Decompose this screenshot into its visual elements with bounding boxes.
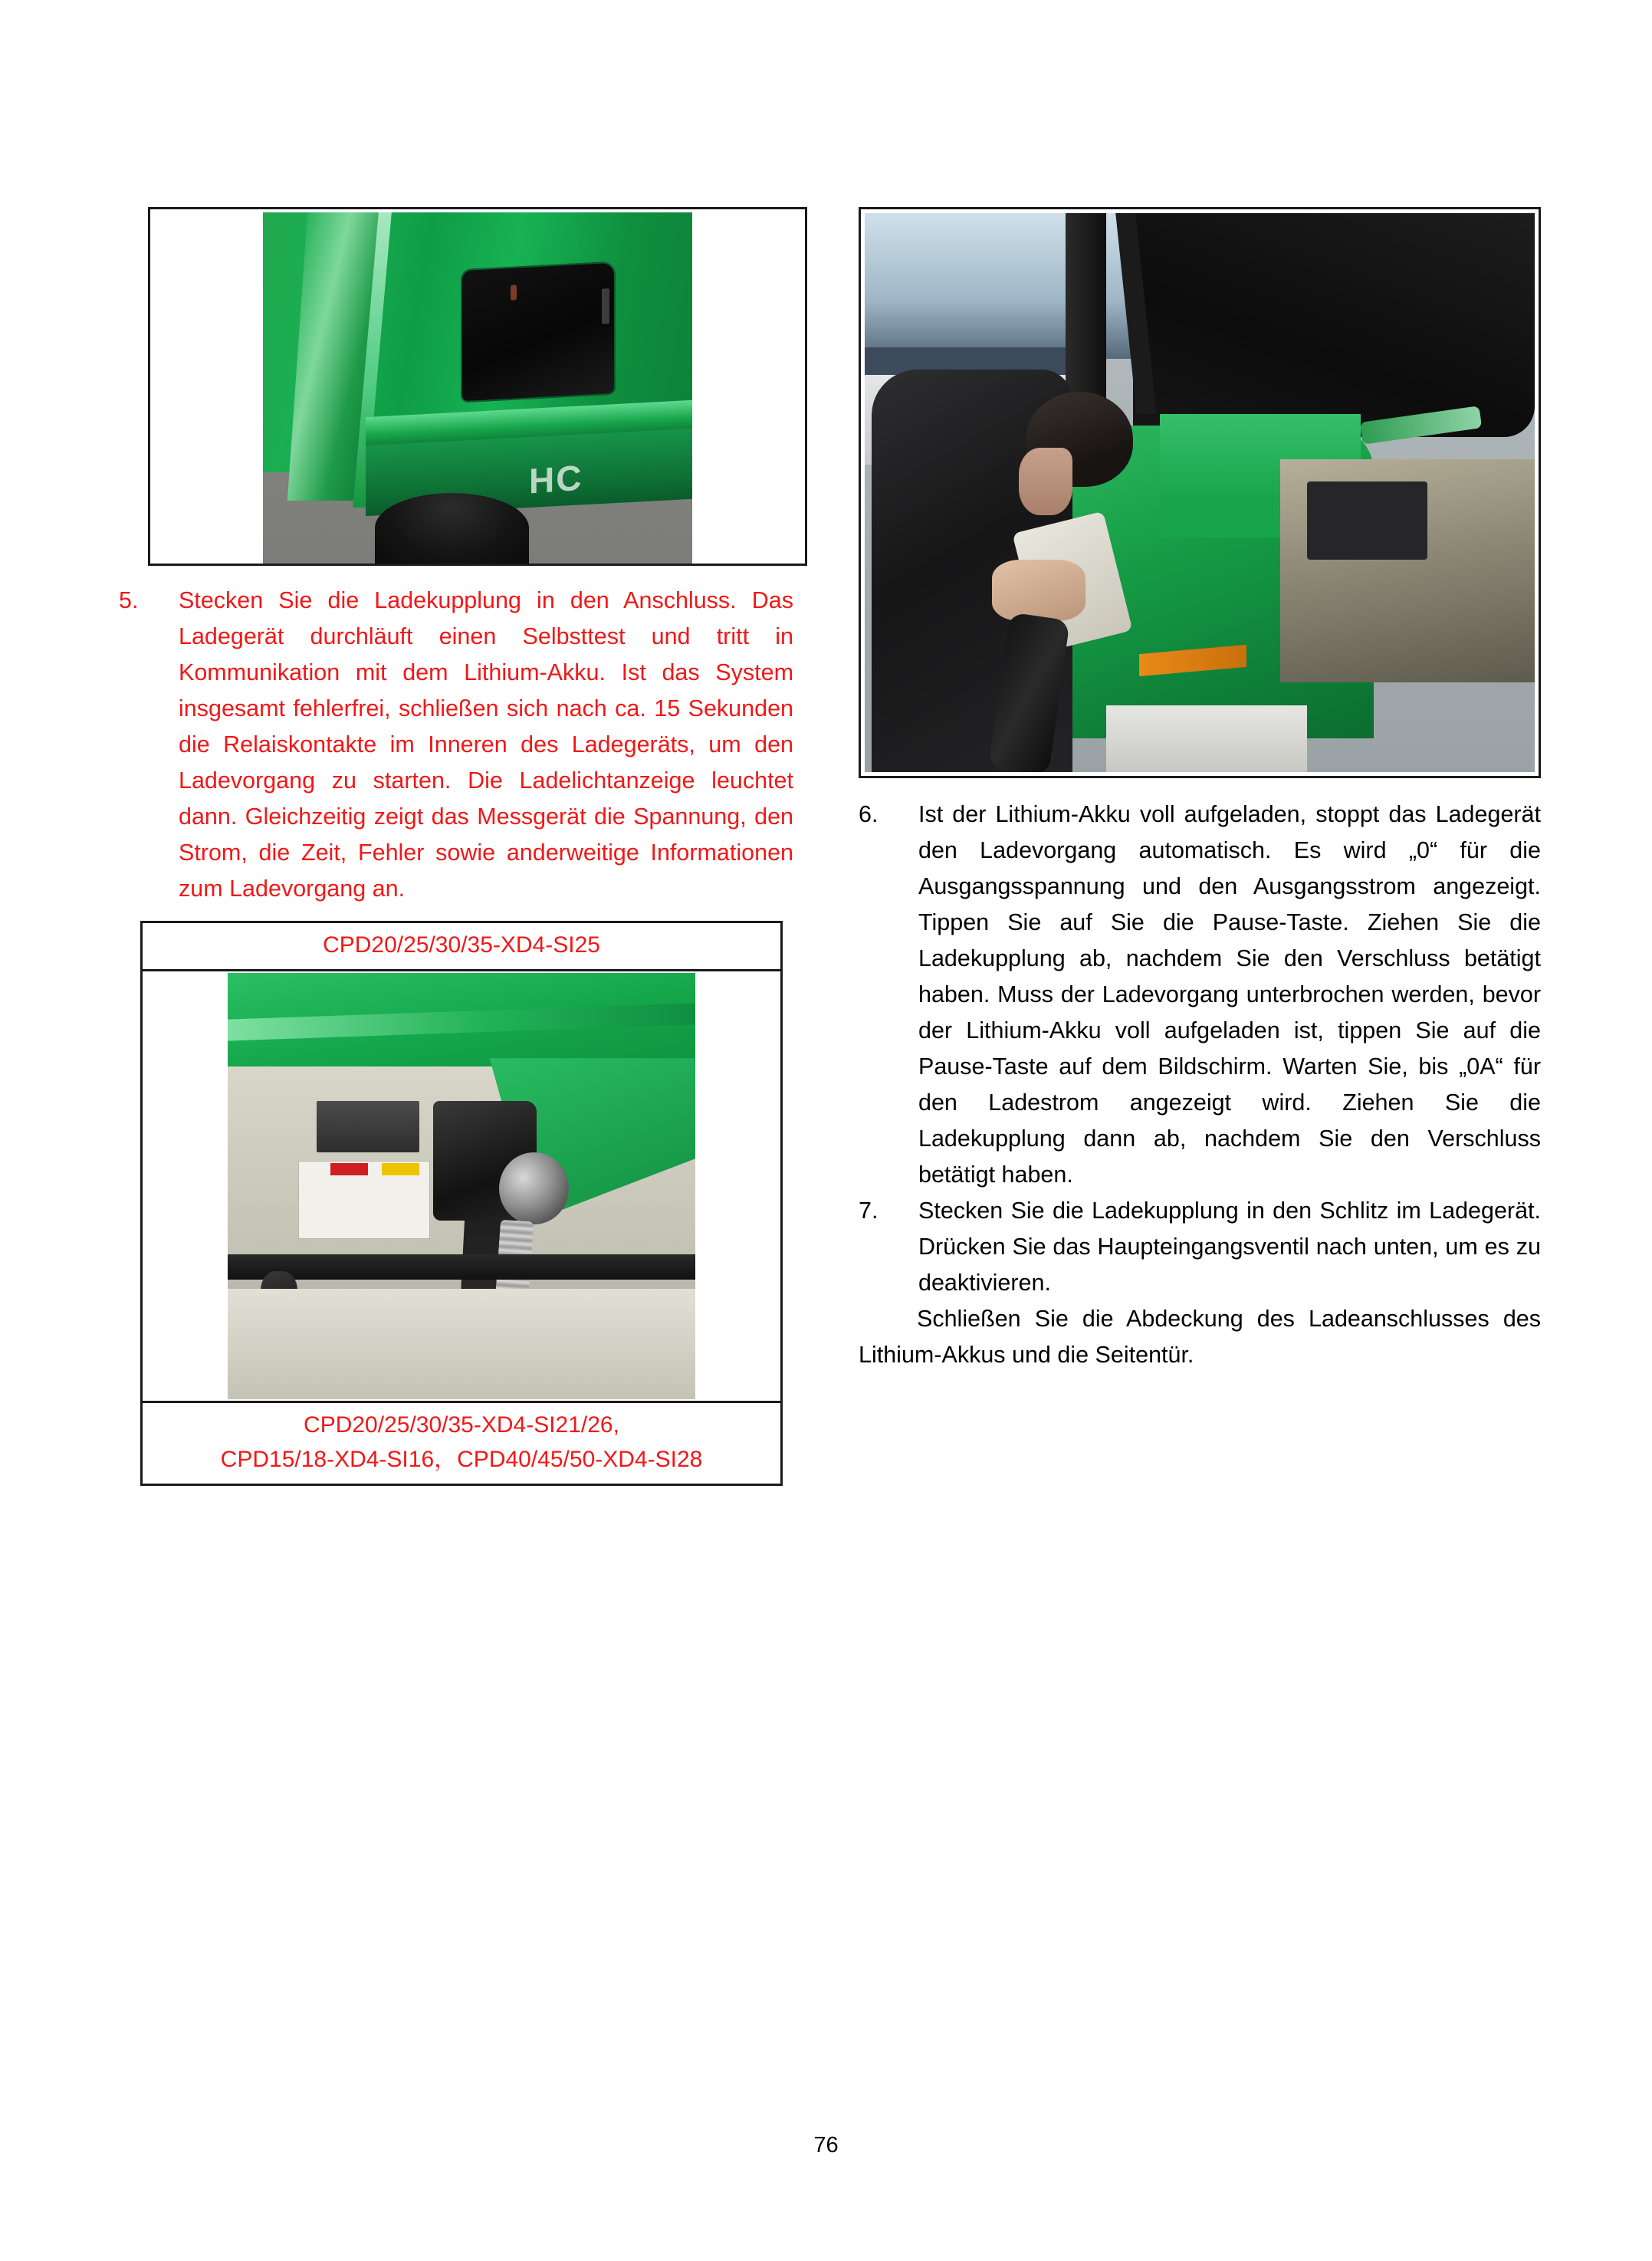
table-row-caption-top <box>142 922 782 970</box>
list-item-step-7 <box>859 1193 1541 1301</box>
figure-technician-connecting <box>859 207 1541 778</box>
list-item-step-5 <box>119 583 793 907</box>
rear-wheel <box>375 493 530 564</box>
brand-mark-label: HC <box>529 457 583 501</box>
left-column <box>119 207 793 1486</box>
step-5-number: 5. <box>119 587 139 613</box>
table-row-caption-bottom <box>142 1402 782 1485</box>
charge-port-opening <box>461 261 616 403</box>
machine-nameplate <box>317 1101 419 1152</box>
step-7-number: 7. <box>859 1197 879 1224</box>
technician-hand <box>992 560 1085 621</box>
step-7-text: Stecken Sie die Ladekupplung in den Schlitz im Ladegerät. Drücken Sie das Haupteingangsventil nach unten, um es zu deaktivieren. <box>918 1197 1541 1296</box>
caption-bottom-block <box>143 1403 780 1484</box>
caption-bottom-cell <box>142 1402 782 1485</box>
caption-top-text: CPD20/25/30/35-XD4-SI25 <box>323 932 600 958</box>
step-6-text: Ist der Lithium-Akku voll aufgeladen, stoppt das Ladegerät den Ladevorgang automatisch. Es wird „0“ für die Ausgangsspannung und den Ausgangsstrom angezeigt. Tippen Sie auf Sie die Pause-Taste. Ziehen Sie die Ladekupplung ab, nachdem Sie den Verschluss betätigt haben. Muss der Ladevorgang unterbrochen werden, bevor der Lithium-Akku voll aufgeladen ist, tippen Sie auf die Pause-Taste auf dem Bildschirm. Warten Sie, bis „0A“ für den Ladestrom angezeigt wird. Ziehen Sie die Ladekupplung dann ab, nachdem Sie den Verschluss betätigt haben. <box>918 801 1541 1188</box>
coupler-locking-ring <box>499 1152 570 1225</box>
charge-port-latch <box>510 285 516 301</box>
warning-yellow-band <box>382 1163 419 1176</box>
engine-block <box>1307 481 1427 560</box>
charge-port-clip <box>601 288 609 324</box>
coupler-inserted-image <box>228 973 695 1399</box>
coupler-photo-wrap <box>228 973 695 1399</box>
forklift-lower-cover <box>1106 705 1307 772</box>
closing-paragraph: Schließen Sie die Abdeckung des Ladeanschlusses des Lithium-Akkus und die Seitentür. <box>859 1305 1541 1368</box>
technician-face <box>1019 448 1072 514</box>
forklift-charge-port-image <box>263 212 692 564</box>
chassis-dark-rail <box>228 1254 695 1280</box>
step-6-number: 6. <box>859 801 879 827</box>
caption-bottom-line-2: CPD15/18-XD4-SI16，CPD40/45/50-XD4-SI28 <box>220 1446 703 1472</box>
page-number: 76 <box>813 2133 839 2157</box>
caption-top-cell <box>142 922 782 970</box>
figure-forklift-charge-port <box>148 207 807 566</box>
figure-caption-table <box>140 921 783 1486</box>
step-5-text: Stecken Sie die Ladekupplung in den Anschluss. Das Ladegerät durchläuft einen Selbsttest und tritt in Kommunikation mit dem Lithium-Akku. Ist das System insgesamt fehlerfrei, schließen sich nach ca. 15 Sekunden die Relaiskontakte im Inneren des Ladegeräts, um den Ladevorgang zu starten. Die Ladelichtanzeige leuchtet dann. Gleichzeitig zeigt das Messgerät die Spannung, den Strom, die Zeit, Fehler sowie anderweitige Informationen zum Ladevorgang an. <box>179 587 793 902</box>
open-engine-hood <box>1133 213 1535 437</box>
right-column <box>859 207 1541 1373</box>
table-row-photo <box>142 971 782 1402</box>
technician-connecting-image <box>865 213 1535 772</box>
list-item-step-6 <box>859 797 1541 1193</box>
coupler-photo-cell <box>142 971 782 1402</box>
warning-red-band <box>330 1163 368 1176</box>
caption-bottom-line-1: CPD20/25/30/35-XD4-SI21/26, <box>304 1412 619 1438</box>
lower-access-panel <box>228 1289 695 1400</box>
